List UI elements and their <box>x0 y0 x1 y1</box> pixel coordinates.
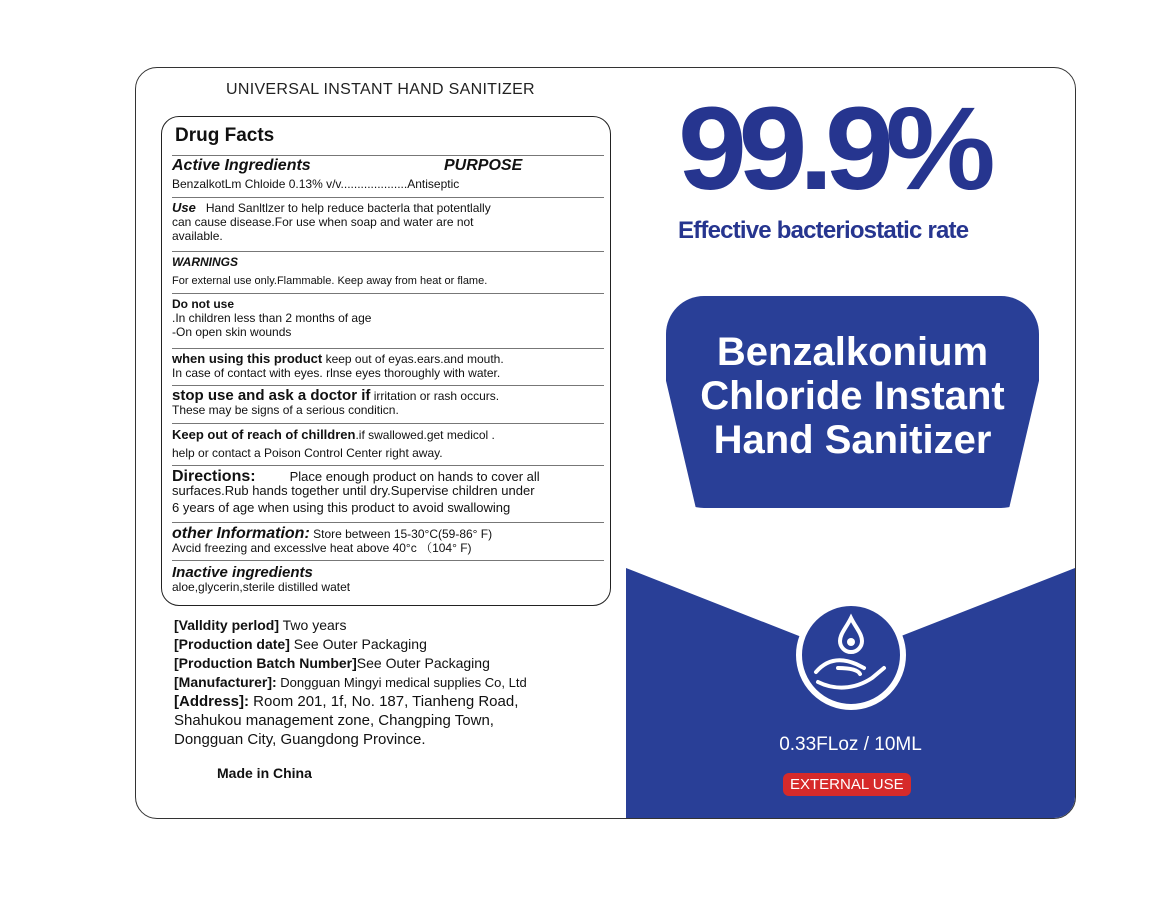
manufacturer-line <box>174 673 527 692</box>
when-using-text-2: In case of contact with eyes. rlnse eyes thoroughly with water. <box>172 366 501 380</box>
other-information-row <box>172 522 604 561</box>
directions-text-2: surfaces.Rub hands together until dry.Supervise children under <box>172 483 535 498</box>
external-use-badge: EXTERNAL USE <box>783 773 911 796</box>
efficacy-tagline: Effective bacteriostatic rate <box>678 217 969 244</box>
product-name-line-1: Benzalkonium <box>716 330 989 374</box>
active-ingredients-row <box>172 155 604 192</box>
do-not-use-label: Do not use <box>172 297 234 311</box>
efficacy-percent: 99.9% <box>678 83 988 215</box>
warnings-label: WARNINGS <box>172 255 238 269</box>
production-date-label: [Production date] <box>174 636 290 652</box>
other-information-text-2: Avcid freezing and excesslve heat above 40°c （104° F) <box>172 541 472 555</box>
promo-panel <box>626 68 1075 818</box>
when-using-label: when using this product <box>172 351 323 366</box>
stop-use-label: stop use and ask a doctor if <box>172 387 371 404</box>
use-label: Use <box>172 200 196 215</box>
drug-facts-heading: Drug Facts <box>175 125 275 146</box>
batch-value: See Outer Packaging <box>356 655 490 671</box>
directions-row <box>172 465 604 522</box>
use-text-1: Hand Sanltlzer to help reduce bacterla that potentlally <box>205 201 491 215</box>
keep-out-label: Keep out of reach of chilldren <box>172 427 356 442</box>
other-information-text-1: Store between 15-30°C(59-86° F) <box>313 527 493 541</box>
inactive-ingredients-text: aloe,glycerin,sterile distilled watet <box>172 580 351 594</box>
stop-use-text-1: irritation or rash occurs. <box>373 389 500 403</box>
product-label <box>135 67 1076 819</box>
directions-text-1: Place enough product on hands to cover all <box>289 469 540 484</box>
stop-use-text-2: These may be signs of a serious conditicn. <box>172 403 399 417</box>
product-size: 0.33FLoz / 10ML <box>779 734 922 755</box>
do-not-use-1: .In children less than 2 months of age <box>172 311 372 325</box>
validity-value: Two years <box>279 617 347 633</box>
do-not-use-2: -On open skin wounds <box>172 325 292 339</box>
stop-use-row <box>172 385 604 424</box>
use-row <box>172 197 604 251</box>
validity-line <box>174 616 346 635</box>
production-date-value: See Outer Packaging <box>289 636 427 652</box>
made-in-text: Made in China <box>217 765 312 781</box>
address-label: [Address]: <box>174 693 250 710</box>
manufacturer-value: Dongguan Mingyi medical supplies Co, Ltd <box>276 675 527 690</box>
active-ingredients-label: Active Ingredients <box>172 157 311 174</box>
other-information-label: other Information: <box>172 525 310 542</box>
when-using-row <box>172 348 604 385</box>
use-text-2: can cause disease.For use when soap and water are not <box>172 215 474 229</box>
drug-facts-panel <box>161 116 611 606</box>
label-title: UNIVERSAL INSTANT HAND SANITIZER <box>226 81 535 98</box>
keep-out-text-1: .if swallowed.get medicol . <box>355 428 495 442</box>
use-text-3: available. <box>172 229 223 243</box>
keep-out-row <box>172 423 604 464</box>
address-line-2: Shahukou management zone, Changping Town, <box>174 712 494 729</box>
address-line-3: Dongguan City, Guangdong Province. <box>174 731 426 748</box>
ingredient-line: BenzalkotLm Chloide 0.13% v/v....................Antiseptic <box>172 177 460 191</box>
purpose-label: PURPOSE <box>444 157 523 174</box>
warnings-row <box>172 251 604 292</box>
validity-label: [Valldity perlod] <box>174 617 280 633</box>
do-not-use-row <box>172 293 604 346</box>
warnings-text: For external use only.Flammable. Keep away from heat or flame. <box>172 275 488 287</box>
hand-water-drop-icon <box>794 598 908 712</box>
manufacturer-label: [Manufacturer]: <box>174 674 277 690</box>
address-value-1: Room 201, 1f, No. 187, Tianheng Road, <box>249 693 519 710</box>
product-name-line-2: Chloride Instant <box>700 374 1005 418</box>
batch-label: [Production Batch Number] <box>174 655 357 671</box>
directions-label: Directions: <box>172 468 256 485</box>
when-using-text-1: keep out of eyas.ears.and mouth. <box>325 352 504 366</box>
address-line-1 <box>174 692 518 711</box>
production-date-line <box>174 635 427 654</box>
product-name <box>666 330 1039 462</box>
inactive-ingredients-label: Inactive ingredients <box>172 564 313 581</box>
inactive-ingredients-row <box>172 560 604 601</box>
product-name-line-3: Hand Sanitizer <box>713 418 992 462</box>
keep-out-text-2: help or contact a Poison Control Center right away. <box>172 446 443 460</box>
batch-line <box>174 654 490 673</box>
directions-text-3: 6 years of age when using this product to avoid swallowing <box>172 500 511 515</box>
